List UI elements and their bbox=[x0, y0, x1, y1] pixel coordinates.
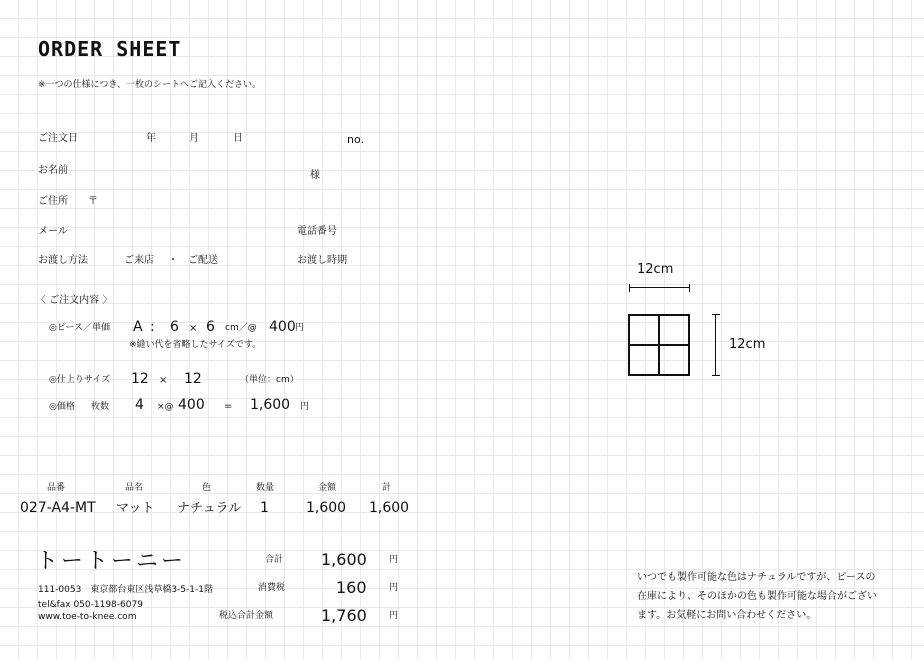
tax-value: 160 bbox=[336, 578, 367, 597]
piece-type: A bbox=[133, 319, 143, 335]
company-logo: トートーニー bbox=[36, 549, 187, 574]
price-times-at: ×@ bbox=[157, 402, 174, 412]
finished-size-label: ◎仕上りサイズ bbox=[49, 375, 111, 385]
finished-times: × bbox=[159, 375, 168, 386]
footnote-line-1: いつでも製作可能な色はナチュラルですが、ピースの bbox=[637, 572, 876, 583]
piece-count: 4 bbox=[135, 397, 144, 413]
footnote-line-3: ます。お気軽にお問い合わせください。 bbox=[637, 610, 817, 621]
unit-price: 400 bbox=[269, 319, 296, 335]
diagram-width-label: 12cm bbox=[637, 262, 674, 277]
price-equals: = bbox=[224, 401, 233, 412]
company-phone: tel&fax 050-1198-6079 bbox=[38, 600, 143, 610]
diagram-height-label: 12cm bbox=[729, 337, 766, 352]
delivery-ship-option: ご配送 bbox=[188, 255, 218, 266]
price-each: 400 bbox=[178, 397, 205, 413]
piece-width: 6 bbox=[170, 319, 179, 335]
tax-label: 消費税 bbox=[258, 583, 286, 593]
grand-total-yen: 円 bbox=[389, 611, 399, 621]
phone-label: 電話番号 bbox=[297, 226, 337, 237]
table-header-color: 色 bbox=[202, 483, 212, 493]
price-label: ◎価格 bbox=[49, 402, 75, 412]
instruction-note: ※一つの仕様につき、一枚のシートへご記入ください。 bbox=[38, 80, 262, 90]
tax-yen: 円 bbox=[389, 583, 399, 593]
piece-price-label: ◎ピース／単価 bbox=[49, 323, 111, 333]
delivery-time-label: お渡し時期 bbox=[297, 255, 347, 266]
price-total: 1,600 bbox=[250, 397, 291, 413]
delivery-separator: ・ bbox=[168, 255, 178, 266]
price-yen: 円 bbox=[300, 402, 310, 412]
subtotal-label: 合計 bbox=[265, 555, 284, 565]
yen-unit: 円 bbox=[295, 323, 305, 333]
patchwork-grid-diagram bbox=[628, 314, 690, 376]
piece-times: × bbox=[189, 323, 198, 334]
width-dimension-line bbox=[629, 284, 690, 292]
row-product-code: 027-A4-MT bbox=[20, 500, 96, 516]
order-number-label: no. bbox=[347, 133, 365, 146]
order-date-label: ご注文日 bbox=[38, 133, 78, 144]
company-website[interactable]: www.toe-to-knee.com bbox=[38, 612, 137, 622]
seam-allowance-note: ※縫い代を省略したサイズです。 bbox=[129, 340, 262, 350]
month-label: 月 bbox=[189, 133, 199, 144]
year-label: 年 bbox=[146, 133, 156, 144]
count-label: 枚数 bbox=[91, 402, 110, 412]
row-color: ナチュラル bbox=[177, 501, 242, 516]
table-header-product-name: 品名 bbox=[125, 483, 144, 493]
piece-height: 6 bbox=[206, 319, 215, 335]
footnote-line-2: 在庫により、そのほかの色も製作可能な場合がござい bbox=[637, 591, 877, 602]
day-label: 日 bbox=[233, 133, 243, 144]
row-total: 1,600 bbox=[369, 500, 410, 516]
table-header-product-code: 品番 bbox=[47, 483, 66, 493]
table-header-total: 計 bbox=[382, 483, 392, 493]
page-title: ORDER SHEET bbox=[38, 37, 182, 61]
email-label: メール bbox=[38, 226, 68, 237]
table-header-quantity: 数量 bbox=[256, 483, 275, 493]
subtotal-yen: 円 bbox=[389, 555, 399, 565]
row-amount: 1,600 bbox=[306, 500, 347, 516]
piece-colon: : bbox=[150, 319, 155, 335]
address-label: ご住所 bbox=[38, 196, 68, 207]
delivery-method-label: お渡し方法 bbox=[38, 255, 88, 266]
finished-unit-note: （単位：cm） bbox=[240, 375, 299, 385]
grand-total-value: 1,760 bbox=[321, 606, 367, 625]
postal-mark: 〒 bbox=[88, 196, 98, 207]
company-address: 111-0053 東京都台東区浅草橋3-5-1-1階 bbox=[38, 585, 213, 595]
delivery-pickup-option: ご来店 bbox=[124, 255, 154, 266]
honorific-label: 様 bbox=[310, 170, 320, 181]
row-quantity: 1 bbox=[260, 500, 269, 516]
finished-width: 12 bbox=[131, 371, 149, 387]
subtotal-value: 1,600 bbox=[321, 550, 367, 569]
order-content-heading: 〈 ご注文内容 〉 bbox=[36, 295, 113, 306]
height-dimension-line bbox=[712, 314, 720, 376]
row-product-name: マット bbox=[116, 501, 155, 516]
table-header-amount: 金額 bbox=[318, 483, 337, 493]
finished-height: 12 bbox=[184, 371, 202, 387]
piece-unit: cm／@ bbox=[225, 323, 257, 333]
name-label: お名前 bbox=[38, 165, 68, 176]
grand-total-label: 税込合計金額 bbox=[219, 611, 274, 621]
